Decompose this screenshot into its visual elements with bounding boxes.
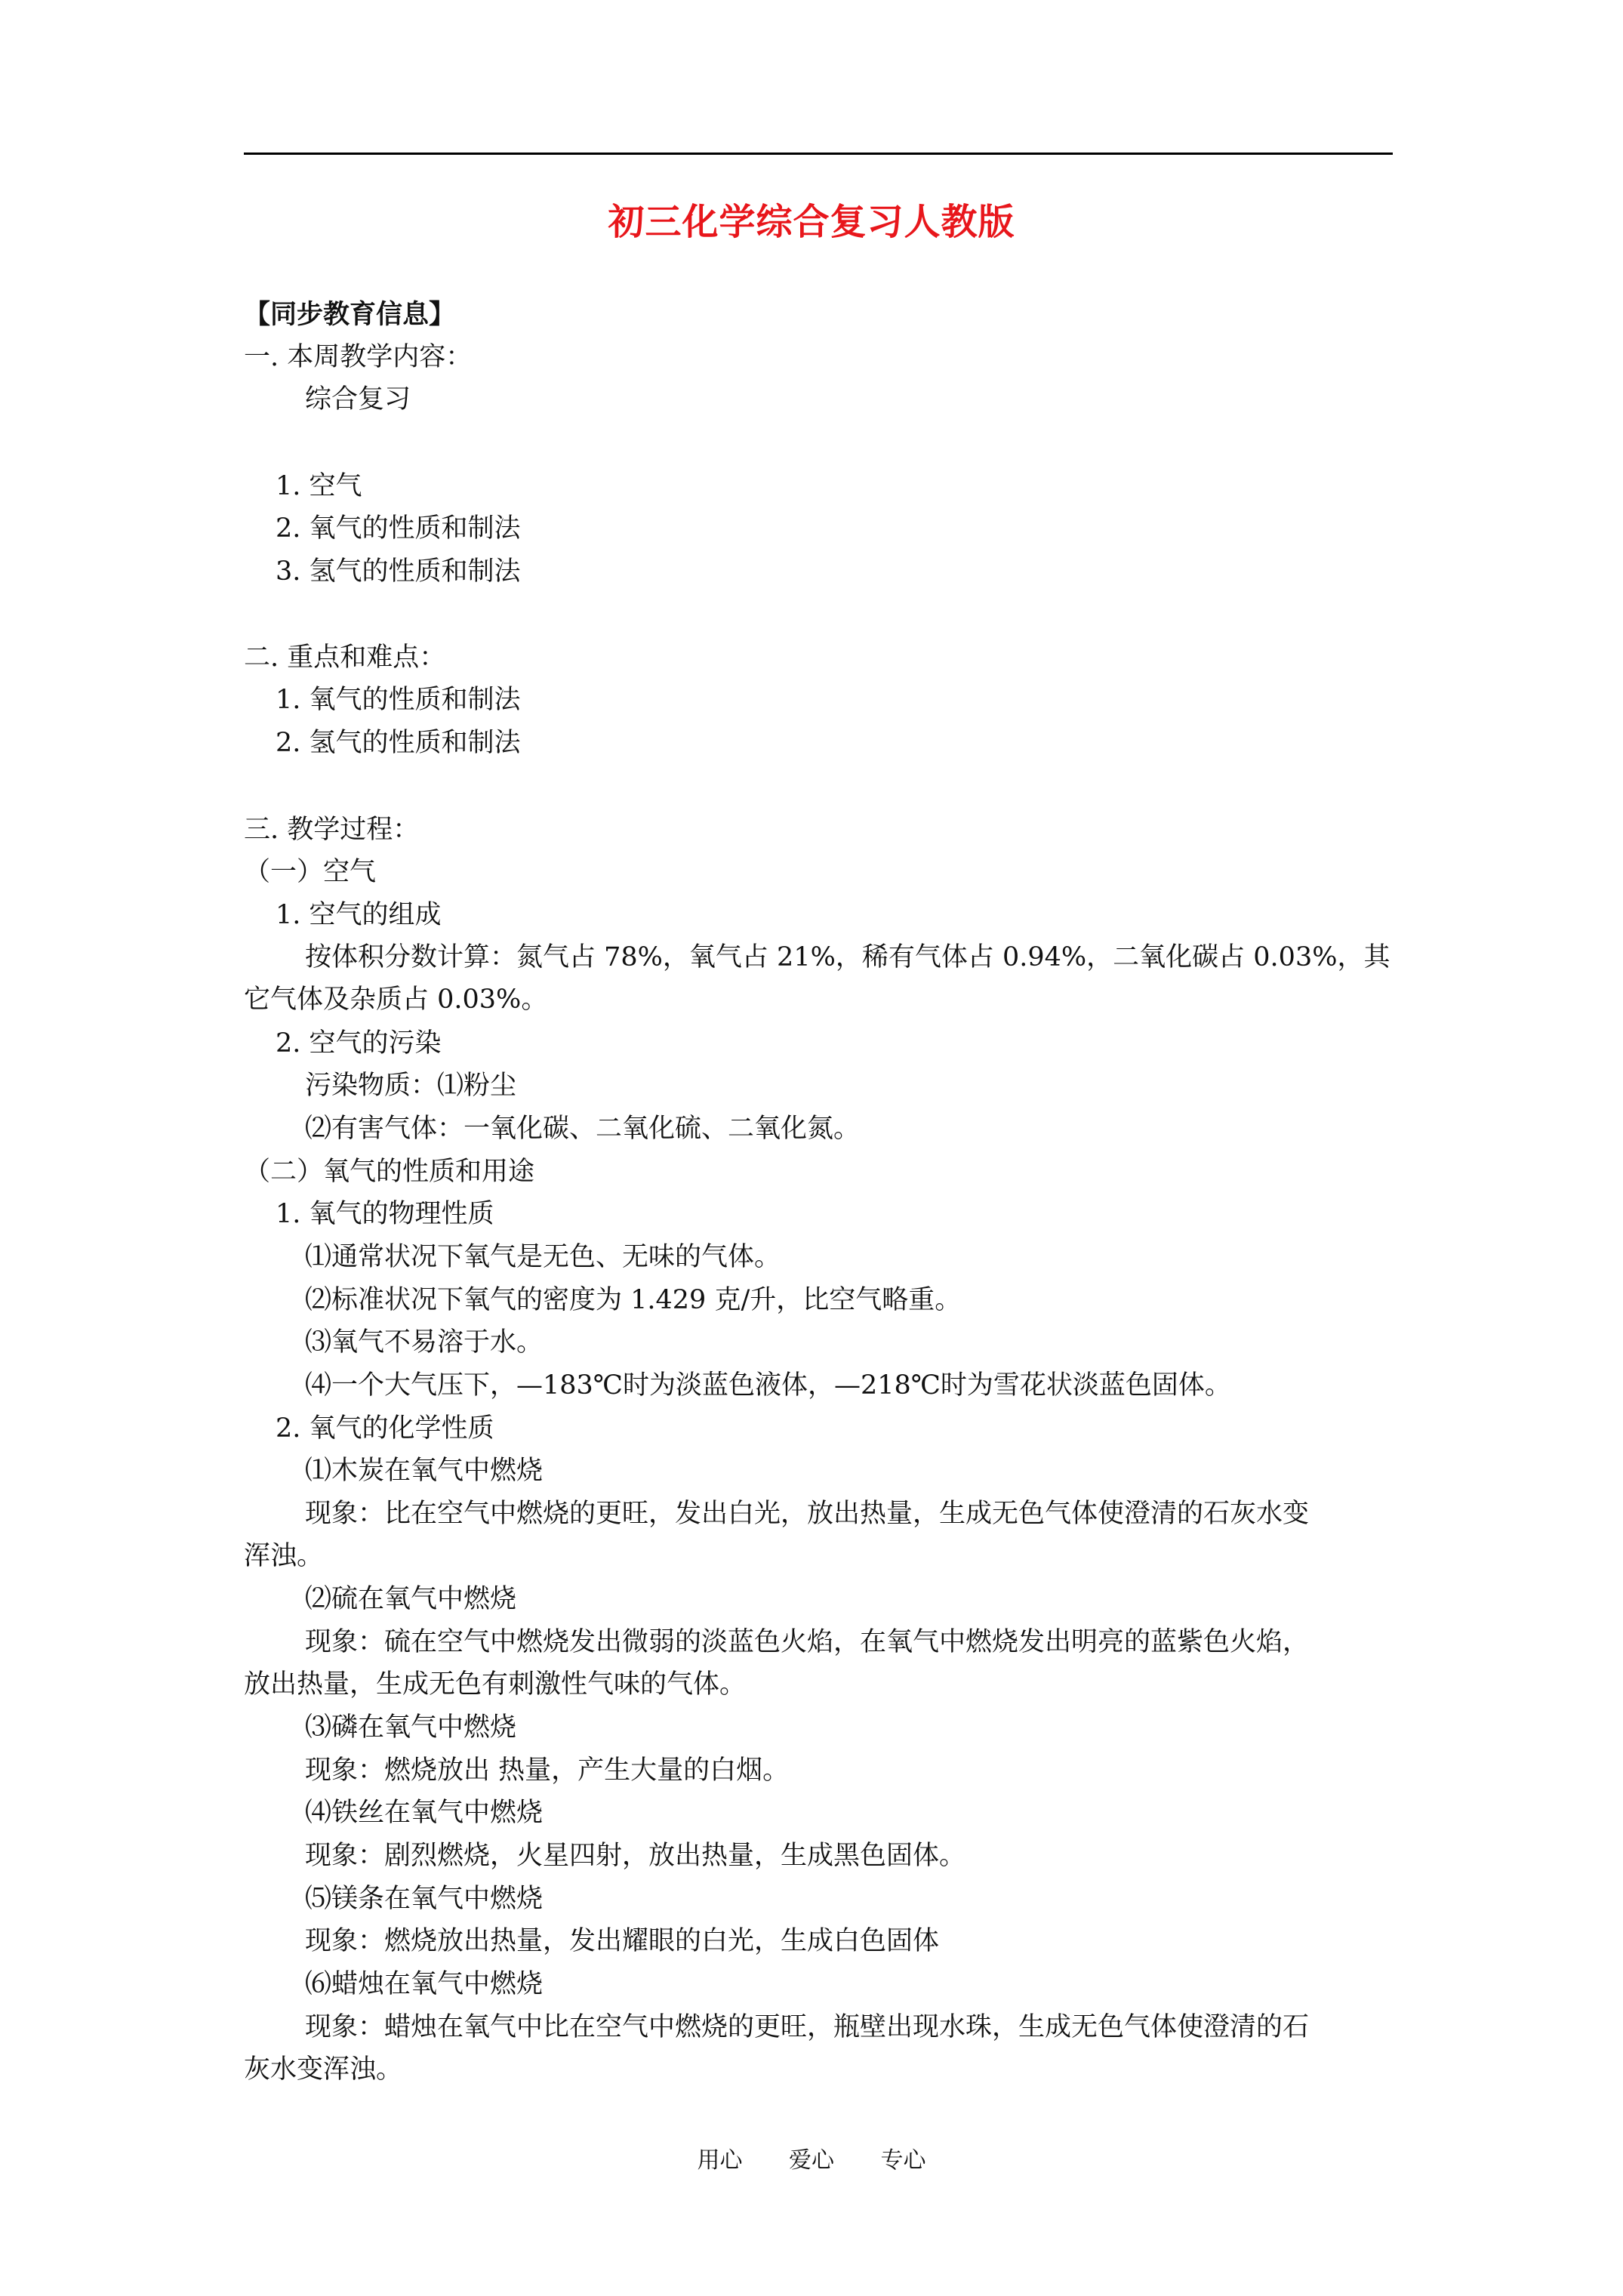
text-line: 现象：燃烧放出热量，发出耀眼的白光，生成白色固体 [305, 1926, 940, 1956]
text-line: ⑶氧气不易溶于水。 [305, 1327, 544, 1358]
text-line: 现象：硫在空气中燃烧发出微弱的淡蓝色火焰，在氧气中燃烧发出明亮的蓝紫色火焰， [305, 1627, 1310, 1657]
list-item: 1. 氧气的性质和制法 [276, 685, 521, 715]
list-item: 2. 氢气的性质和制法 [276, 728, 521, 758]
text-line: ⑴通常状况下氧气是无色、无味的气体。 [305, 1242, 781, 1272]
text-line: 现象：剧烈燃烧，火星四射，放出热量，生成黑色固体。 [305, 1841, 966, 1871]
text-line: ⑹蜡烛在氧气中燃烧 [305, 1969, 544, 1999]
subheading: （一）空气 [244, 857, 377, 887]
text-line: 现象：蜡烛在氧气中比在空气中燃烧的更旺，瓶壁出现水珠，生成无色气体使澄清的石 [305, 2012, 1310, 2042]
section-header: 【同步教育信息】 [244, 299, 456, 330]
text-line: 浑浊。 [244, 1541, 324, 1571]
text-line: ⑵有害气体：一氧化碳、二氧化硫、二氧化氮。 [305, 1114, 861, 1144]
text-line: 现象：燃烧放出 热量，产生大量的白烟。 [305, 1755, 790, 1786]
text-line: 按体积分数计算：氮气占 78%，氧气占 21%，稀有气体占 0.94%，二氧化碳占 0.03%，其 [305, 942, 1390, 972]
text-line: ⑴木炭在氧气中燃烧 [305, 1456, 544, 1486]
page-title: 初三化学综合复习人教版 [608, 201, 1015, 243]
text-line: ⑵标准状况下氧气的密度为 1.429 克/升，比空气略重。 [305, 1285, 962, 1315]
list-item: 2. 氧气的化学性质 [276, 1413, 494, 1444]
list-item: 3. 氢气的性质和制法 [276, 556, 521, 587]
list-item: 2. 空气的污染 [276, 1028, 442, 1059]
page-footer [0, 2146, 1623, 2176]
text-line: 灰水变浑浊。 [244, 2054, 403, 2085]
list-item: 2. 氧气的性质和制法 [276, 513, 521, 544]
text-line: ⑶磷在氧气中燃烧 [305, 1712, 517, 1743]
text-line: ⑵硫在氧气中燃烧 [305, 1584, 517, 1614]
heading-key-points: 二. 重点和难点： [244, 643, 446, 673]
text-line: ⑷一个大气压下，—183℃时为淡蓝色液体，—218℃时为雪花状淡蓝色固体。 [305, 1370, 1231, 1401]
text-line: 放出热量，生成无色有刺激性气味的气体。 [244, 1669, 747, 1700]
text-line: ⑸镁条在氧气中燃烧 [305, 1884, 544, 1914]
subheading: （二）氧气的性质和用途 [244, 1157, 535, 1187]
text-line: 综合复习 [305, 384, 411, 415]
footer-text: 爱心 [789, 2147, 834, 2174]
heading-process: 三. 教学过程： [244, 815, 420, 845]
list-item: 1. 空气 [276, 471, 362, 501]
text-line: 它气体及杂质占 0.03%。 [244, 985, 548, 1015]
text-line: 污染物质：⑴粉尘 [305, 1071, 517, 1101]
footer-text: 专心 [880, 2147, 926, 2174]
header-rule [244, 153, 1393, 155]
text-line: ⑷铁丝在氧气中燃烧 [305, 1798, 544, 1828]
list-item: 1. 氧气的物理性质 [276, 1199, 494, 1229]
footer-text: 用心 [697, 2147, 743, 2174]
text-line: 现象：比在空气中燃烧的更旺，发出白光，放出热量，生成无色气体使澄清的石灰水变 [305, 1499, 1310, 1529]
heading-content: 一. 本周教学内容： [244, 342, 473, 372]
list-item: 1. 空气的组成 [276, 900, 442, 930]
